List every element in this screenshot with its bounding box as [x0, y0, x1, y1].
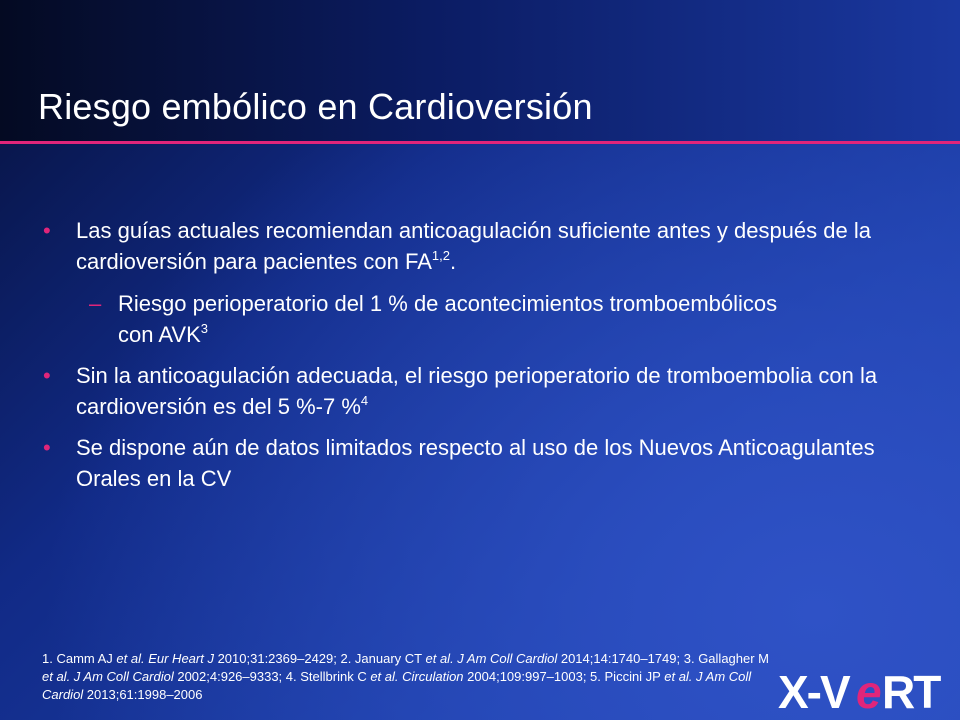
- ref-journal: et al. Eur Heart J: [116, 651, 214, 666]
- bullet-suffix: .: [449, 249, 457, 274]
- xvert-logo: [778, 668, 948, 712]
- bullet-citation: 3: [200, 321, 208, 336]
- ref-text: 2010;31:2369–2429; 2. January CT: [213, 651, 426, 666]
- sub-bullet-item: [89, 288, 818, 350]
- bullet-marker: •: [43, 435, 51, 460]
- ref-journal: et al. J Am Coll Cardiol: [425, 651, 558, 666]
- dash-marker: –: [89, 291, 102, 316]
- ref-text: 1. Camm AJ: [42, 651, 117, 666]
- bullet-marker: •: [43, 218, 51, 243]
- bullet-text: Se dispone aún de datos limitados respecto al uso de los Nuevos Anticoagulantes Orales en la CV: [76, 435, 875, 491]
- bullet-text: Las guías actuales recomiendan anticoagulación suficiente antes y después de la cardioversión para pacientes con FA: [76, 218, 871, 274]
- bullet-citation: 1,2: [431, 248, 450, 263]
- title-divider: [0, 141, 960, 144]
- ref-text: 2014;14:1740–1749; 3. Gallagher M: [557, 651, 770, 666]
- svg-text:X-V: X-V: [778, 668, 849, 712]
- ref-journal: et al. Circulation: [370, 669, 464, 684]
- bullet-text: Riesgo perioperatorio del 1 % de acontecimientos tromboembólicos con AVK: [118, 291, 778, 347]
- bullet-item: [43, 432, 896, 494]
- bullet-item: [43, 360, 896, 422]
- svg-text:RT: RT: [882, 668, 940, 712]
- slide-title: Riesgo embólico en Cardioversión: [38, 86, 593, 127]
- ref-text: 2004;109:997–1003; 5. Piccini JP: [463, 669, 665, 684]
- svg-text:e: e: [856, 668, 882, 712]
- ref-journal: et al. J Am Coll Cardiol: [42, 669, 752, 702]
- bullet-text: Sin la anticoagulación adecuada, el riesgo perioperatorio de tromboembolia con la cardioversión es del 5 %-7 %: [76, 363, 878, 419]
- ref-text: 2013;61:1998–2006: [83, 687, 203, 702]
- bullet-item: [43, 215, 896, 277]
- bullet-citation: 4: [360, 393, 369, 408]
- ref-text: 2002;4:926–9333; 4. Stellbrink C: [173, 669, 371, 684]
- bullet-marker: •: [43, 363, 51, 388]
- ref-journal: et al. J Am Coll Cardiol: [42, 669, 174, 684]
- references: [42, 650, 772, 704]
